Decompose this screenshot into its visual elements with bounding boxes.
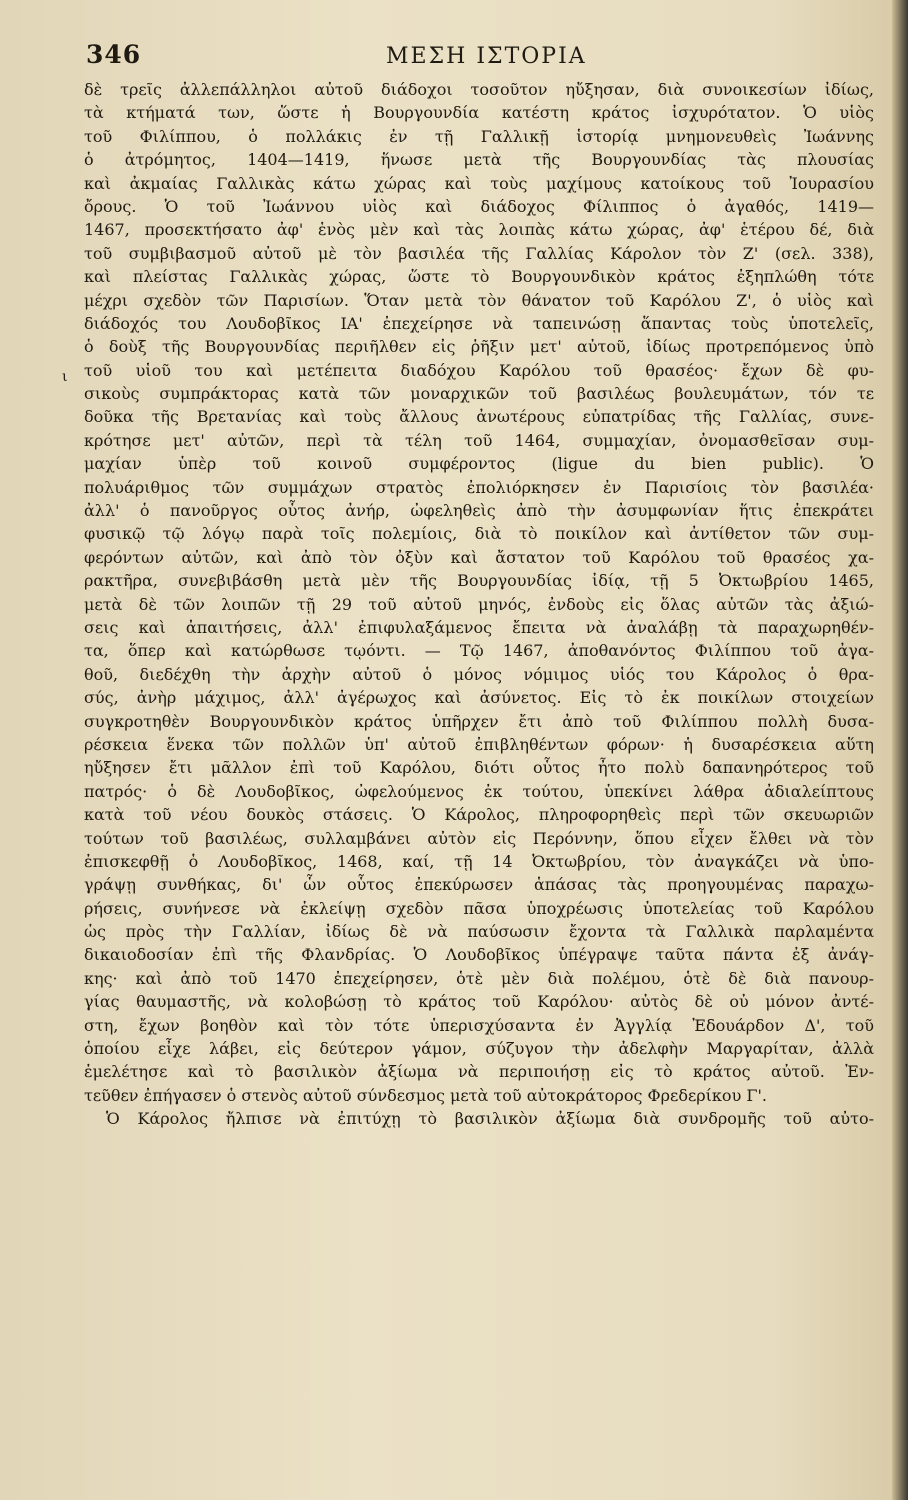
text-line: θοῦ, διεδέχθη τὴν ἀρχὴν αὐτοῦ ὁ μόνος νόμιμος υἱός του Κάρολος ὁ θρα- xyxy=(84,664,874,684)
text-line: ὡς πρὸς τὴν Γαλλίαν, ἰδίως δὲ νὰ παύσωσιν ἔχοντα τὰ Γαλλικὰ παρλαμέντα xyxy=(84,922,874,942)
text-line: κατὰ τοῦ νέου δουκὸς στάσεις. Ὁ Κάρολος, πληροφορηθεὶς περὶ τῶν σκευωριῶν xyxy=(84,805,874,825)
text-line: καὶ πλείστας Γαλλικὰς χώρας, ὥστε τὸ Βουργουνδικὸν κράτος ἐξηπλώθη τότε xyxy=(84,267,874,287)
text-line: μαχίαν ὑπὲρ τοῦ κοινοῦ συμφέροντος (ligue du bien public). Ὁ xyxy=(84,454,874,474)
text-line: πολυάριθμος τῶν συμμάχων στρατὸς ἐπολιόρκησεν ἐν Παρισίοις τὸν βασιλέα· xyxy=(84,477,874,497)
text-line: τα, ὅπερ καὶ κατώρθωσε τῳόντι. — Τῷ 1467, ἀποθανόντος Φιλίππου τοῦ ἀγα- xyxy=(84,641,874,661)
text-line: διάδοχός του Λουδοβῖκος ΙΑ' ἐπεχείρησε νὰ ταπεινώσῃ ἅπαντας τοὺς ὑποτελεῖς, xyxy=(84,313,874,333)
text-line: φερόντων αὐτῶν, καὶ ἀπὸ τὸν ὀξὺν καὶ ἄστατον τοῦ Καρόλου τοῦ θρασέος χα- xyxy=(84,547,874,567)
text-line: δικαιοδοσίαν ἐπὶ τῆς Φλανδρίας. Ὁ Λουδοβῖκος ὑπέγραψε ταῦτα πάντα ἐξ ἀνάγ- xyxy=(84,945,874,965)
text-line: ηὔξησεν ἔτι μᾶλλον ἐπὶ τοῦ Καρόλου, διότι οὗτος ἦτο πολὺ δαπανηρότερος τοῦ xyxy=(84,758,874,778)
text-line: τοῦ υἱοῦ του καὶ μετέπειτα διαδόχου Καρόλου τοῦ θρασέος· ἔχων δὲ φυ- xyxy=(84,360,874,380)
text-line: στη, ἔχων βοηθὸν καὶ τὸν τότε ὑπερισχύσαντα ἐν Ἀγγλίᾳ Ἐδουάρδον Δ', τοῦ xyxy=(84,1015,874,1035)
text-line: τὰ κτήματά των, ὥστε ἡ Βουργουνδία κατέστη κράτος ἰσχυρότατον. Ὁ υἱὸς xyxy=(84,103,874,123)
text-line: πατρός· ὁ δὲ Λουδοβῖκος, ὠφελούμενος ἐκ τούτου, ὑπεκίνει λάθρα ἀδιαλείπτους xyxy=(84,781,874,801)
running-title: ΜΕΣΗ ΙΣΤΟΡΙΑ xyxy=(386,44,587,69)
text-line: ὁ ἀτρόμητος, 1404—1419, ἥνωσε μετὰ τῆς Βουργουνδίας τὰς πλουσίας xyxy=(84,150,874,170)
text-line: δὲ τρεῖς ἀλλεπάλληλοι αὐτοῦ διάδοχοι τοσοῦτον ηὔξησαν, διὰ συνοικεσίων ἰδίως, xyxy=(84,80,874,99)
text-line: μετὰ δὲ τῶν λοιπῶν τῇ 29 τοῦ αὐτοῦ μηνός, ἐνδοὺς εἰς ὅλας αὐτῶν τὰς ἀξιώ- xyxy=(84,594,874,614)
text-line: σύς, ἀνὴρ μάχιμος, ἀλλ' ἀγέρωχος καὶ ἀσύνετος. Εἰς τὸ ἐκ ποικίλων στοιχείων xyxy=(84,688,874,708)
text-line: σεις καὶ ἀπαιτήσεις, ἀλλ' ἐπιφυλαξάμενος ἔπειτα νὰ ἀναλάβῃ τὰ παραχωρηθέν- xyxy=(84,617,874,637)
text-line: τεῦθεν ἐπήγασεν ὁ στενὸς αὐτοῦ σύνδεσμος μετὰ τοῦ αὐτοκράτορος Φρεδερίκου Γ'. xyxy=(84,1085,767,1105)
text-line: γίας θαυμαστῆς, νὰ κολοβώσῃ τὸ κράτος τοῦ Καρόλου· αὐτὸς δὲ οὐ μόνον ἀντέ- xyxy=(84,992,874,1012)
text-line: ρακτῆρα, συνεβιβάσθη μετὰ μὲν τῆς Βουργουνδίας ἰδίᾳ, τῇ 5 Ὀκτωβρίου 1465, xyxy=(84,571,874,591)
text-line: σικοὺς συμπράκτορας κατὰ τῶν μοναρχικῶν τοῦ βασιλέως βουλευμάτων, τόν τε xyxy=(84,384,874,404)
text-line: κρότησε μετ' αὐτῶν, περὶ τὰ τέλη τοῦ 1464, συμμαχίαν, ὀνομασθεῖσαν συμ- xyxy=(84,430,874,450)
text-line: ἐμελέτησε καὶ τὸ βασιλικὸν ἀξίωμα νὰ περιποιήσῃ εἰς τὸ κράτος αὐτοῦ. Ἐν- xyxy=(84,1062,874,1082)
text-line: ρέσκεια ἕνεκα τῶν πολλῶν ὑπ' αὐτοῦ ἐπιβληθέντων φόρων· ἡ δυσαρέσκεια αὕτη xyxy=(84,734,874,754)
text-line: φυσικῷ τῷ λόγῳ παρὰ τοῖς πολεμίοις, διὰ τὸ ποικίλον καὶ ἀντίθετον τῶν συμ- xyxy=(84,524,874,544)
page-edge-shadow xyxy=(892,0,908,1500)
text-line: ὄρους. Ὁ τοῦ Ἰωάννου υἱὸς καὶ διάδοχος Φίλιππος ὁ ἀγαθός, 1419— xyxy=(84,196,874,216)
text-line: ὁ δοὺξ τῆς Βουργουνδίας περιῆλθεν εἰς ῥῆξιν μετ' αὐτοῦ, ἰδίως προτρεπόμενος ὑπὸ xyxy=(84,337,874,357)
text-line: μέχρι σχεδὸν τῶν Παρισίων. Ὅταν μετὰ τὸν θάνατον τοῦ Καρόλου Ζ', ὁ υἱὸς καὶ xyxy=(84,290,874,310)
text-line: κης· καὶ ἀπὸ τοῦ 1470 ἐπεχείρησεν, ὁτὲ μὲν διὰ πολέμου, ὁτὲ δὲ διὰ πανουρ- xyxy=(84,968,874,988)
text-line: ὁποίου εἶχε λάβει, εἰς δεύτερον γάμον, σύζυγον τὴν ἀδελφὴν Μαργαρίταν, ἀλλὰ xyxy=(84,1039,874,1059)
text-line: δοῦκα τῆς Βρετανίας καὶ τοὺς ἄλλους ἀνωτέρους εὐπατρίδας τῆς Γαλλίας, συνε- xyxy=(84,407,874,427)
text-line: 1467, προσεκτήσατο ἀφ' ἑνὸς μὲν καὶ τὰς λοιπὰς κάτω χώρας, ἀφ' ἑτέρου δέ, διὰ xyxy=(84,220,874,240)
text-line: καὶ ἀκμαίας Γαλλικὰς κάτω χώρας καὶ τοὺς μαχίμους κατοίκους τοῦ Ἰουρασίου xyxy=(84,173,874,193)
text-line: τούτων τοῦ βασιλέως, συλλαμβάνει αὐτὸν εἰς Περόννην, ὅπου εἶχεν ἔλθει νὰ τὸν xyxy=(84,828,874,848)
page-header xyxy=(86,40,866,76)
page-number: 346 xyxy=(86,40,142,69)
text-line: γράψῃ συνθήκας, δι' ὧν οὗτος ἐπεκύρωσεν ἁπάσας τὰς προηγουμένας παραχω- xyxy=(84,875,874,895)
text-line: ρήσεις, συνήνεσε νὰ ἐκλείψῃ σχεδὸν πᾶσα ὑποχρέωσις ὑποτελείας τοῦ Καρόλου xyxy=(84,898,874,918)
text-line: τοῦ συμβιβασμοῦ αὐτοῦ μὲ τὸν βασιλέα τῆς Γαλλίας Κάρολον τὸν Ζ' (σελ. 338), xyxy=(84,243,874,263)
text-line: Ὁ Κάρολος ἤλπισε νὰ ἐπιτύχῃ τὸ βασιλικὸν ἀξίωμα διὰ συνδρομῆς τοῦ αὐτο- xyxy=(106,1109,874,1129)
margin-mark: ι xyxy=(62,369,68,385)
body-text xyxy=(84,78,874,1131)
text-line: ἐπισκεφθῇ ὁ Λουδοβῖκος, 1468, καί, τῇ 14 Ὀκτωβρίου, τὸν ἀναγκάζει νὰ ὑπο- xyxy=(84,851,874,871)
text-line: τοῦ Φιλίππου, ὁ πολλάκις ἐν τῇ Γαλλικῇ ἱστορίᾳ μνημονευθεὶς Ἰωάννης xyxy=(84,126,874,146)
text-line: ἀλλ' ὁ πανοῦργος οὗτος ἀνήρ, ὠφεληθεὶς ἀπὸ τὴν ἀσυμφωνίαν ἥτις ἐπεκράτει xyxy=(84,501,874,521)
text-line: συγκροτηθὲν Βουργουνδικὸν κράτος ὑπῆρχεν ἔτι ἀπὸ τοῦ Φιλίππου πολλὴ δυσα- xyxy=(84,711,874,731)
